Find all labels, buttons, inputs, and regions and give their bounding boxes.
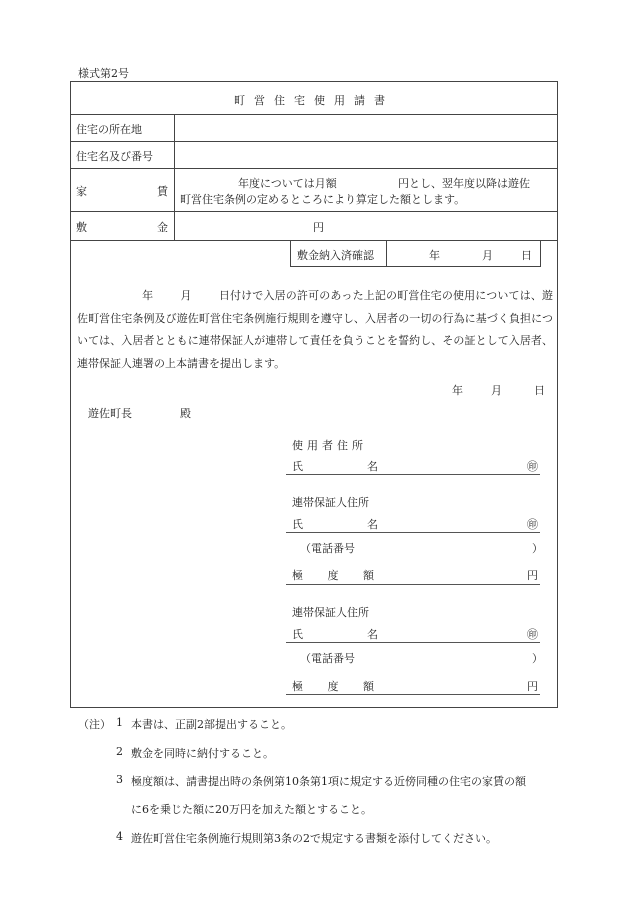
guarantor2-phone-open: （電話番号 [300,652,355,665]
address-label: 住宅の所在地 [76,123,142,136]
form-title: 町営住宅使用請書 [234,94,394,107]
row-divider [70,168,558,169]
guarantor1-address-label: 連帯保証人住所 [292,496,369,509]
note-number: 3 [116,773,123,786]
confirm-box-right [540,240,541,267]
deposit-confirm-label: 敷金納入済確認 [297,249,374,262]
note-text: 極度額は、請書提出時の条例第10条第1項に規定する近傍同種の住宅の家賃の額 [131,775,526,788]
notes-prefix: （注） [78,718,111,731]
row-divider [70,114,558,115]
guarantor2-name-label-1: 氏 [292,628,303,641]
guarantor2-limit-underline [286,694,540,695]
confirm-box-bottom [290,266,540,267]
guarantor1-name-label-2: 名 [367,518,378,531]
addressee-name: 遊佐町長 [88,407,132,420]
addressee-honorific: 殿 [180,407,191,420]
user-address-label: 使用者住所 [292,439,367,452]
note-number: 4 [116,830,123,843]
user-seal-icon: ㊞ [527,460,538,473]
guarantor1-phone-close: ） [532,542,543,555]
guarantor2-limit-label: 極 度 額 [292,680,374,693]
note-number: 2 [116,745,123,758]
guarantor1-seal-icon: ㊞ [527,518,538,531]
user-name-label-1: 氏 [292,460,303,473]
rent-text-a: 年度については月額 [238,177,337,190]
note-text: 本書は、正副2部提出すること。 [131,718,292,731]
sign-year: 年 [452,384,463,397]
row-divider [70,211,558,212]
housing-name-label: 住宅名及び番号 [76,150,153,163]
deposit-label: 敷 金 [76,221,168,234]
deposit-unit: 円 [313,221,324,234]
rent-text-b: 円とし、翌年度以降は遊佐 [398,177,530,190]
note-text: 遊佐町営住宅条例施行規則第3条の2で規定する書類を添付してください。 [131,832,497,845]
note-text-continued: に6を乗じた額に20万円を加えた額とすること。 [131,803,372,816]
confirm-month: 月 [482,249,493,262]
sign-month: 月 [491,384,502,397]
label-column-divider [174,114,175,240]
guarantor2-limit-unit: 円 [527,680,538,693]
confirm-day: 日 [521,249,532,262]
guarantor1-name-label-1: 氏 [292,518,303,531]
guarantor2-name-label-2: 名 [367,628,378,641]
guarantor1-limit-underline [286,584,540,585]
confirm-box-left [290,240,291,267]
guarantor1-name-underline [286,532,540,533]
confirm-box-divider [386,240,387,267]
note-text: 敷金を同時に納付すること。 [131,747,274,760]
guarantor2-name-underline [286,642,540,643]
confirm-year: 年 [429,249,440,262]
guarantor1-phone-open: （電話番号 [300,542,355,555]
pledge-paragraph: 年 月 日付けで入居の許可のあった上記の町営住宅の使用については、遊佐町営住宅条例及び遊佐町営住宅条例施行規則を遵守し、入居者の一切の行為に基づく負担については、入居者とともに連帯保証人が連帯して責任を負うことを誓約し、その証として入居者、連帯保証人連署の上本請書を提出します。 [77,289,554,370]
sign-day: 日 [534,384,545,397]
guarantor2-seal-icon: ㊞ [527,628,538,641]
guarantor2-phone-close: ） [532,652,543,665]
rent-label: 家 賃 [76,185,168,198]
guarantor1-limit-unit: 円 [527,569,538,582]
note-number: 1 [116,716,123,729]
row-divider [70,240,558,241]
row-divider [70,141,558,142]
guarantor1-limit-label: 極 度 額 [292,569,374,582]
rent-text-line2: 町営住宅条例の定めるところにより算定した額とします。 [180,193,466,206]
form-number: 様式第2号 [78,67,129,80]
user-name-underline [286,474,540,475]
user-name-label-2: 名 [367,460,378,473]
guarantor2-address-label: 連帯保証人住所 [292,606,369,619]
